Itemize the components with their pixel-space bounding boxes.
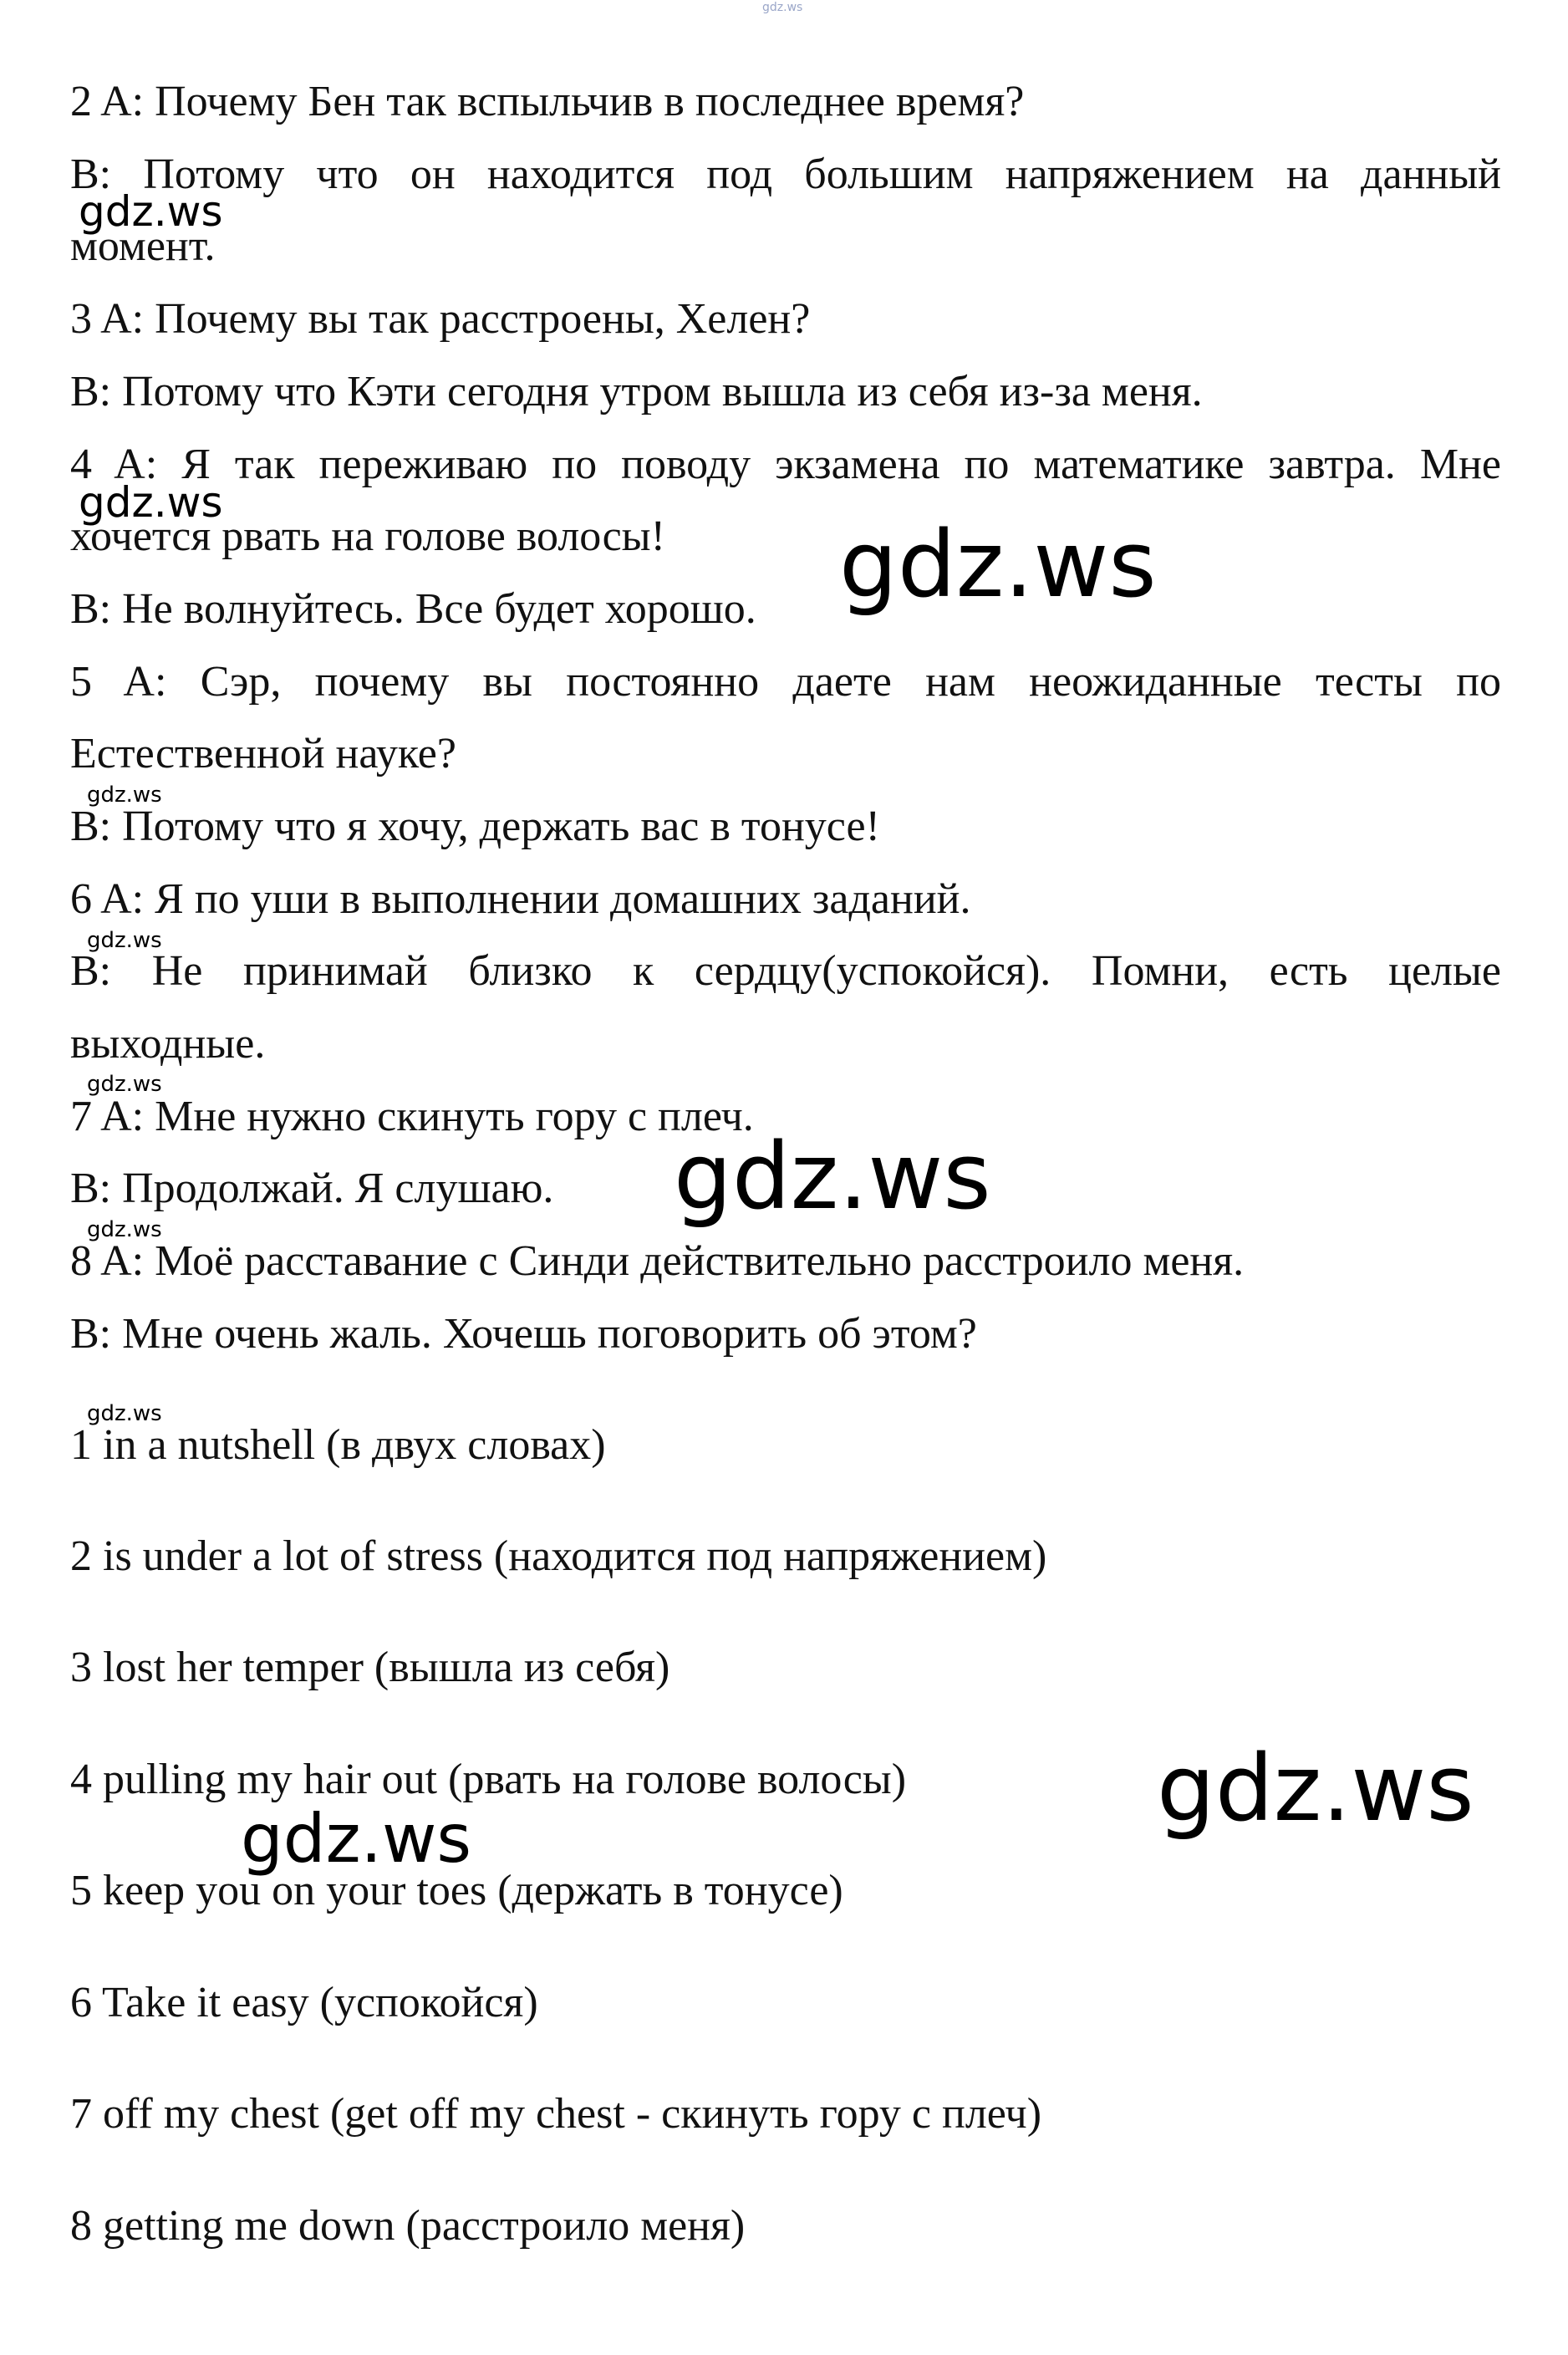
dialogue-line: B: Потому что я хочу, держать вас в тонусе! xyxy=(70,803,880,850)
dialogue-line: 7 A: Мне нужно скинуть гору с плеч. xyxy=(70,1093,754,1140)
dialogue-line: B: Не волнуйтесь. Все будет хорошо. xyxy=(70,585,756,633)
watermark-tiny-4: gdz.ws xyxy=(87,1217,162,1242)
dialogue-line: 6 A: Я по уши в выполнении домашних заданий. xyxy=(70,875,971,923)
dialogue-line: выходные. xyxy=(70,1020,266,1068)
watermark-small-left-2: gdz.ws xyxy=(79,478,223,527)
watermark-small-left-1: gdz.ws xyxy=(79,187,223,236)
dialogue-line: 3 A: Почему вы так расстроены, Хелен? xyxy=(70,295,811,343)
watermark-tiny-3: gdz.ws xyxy=(87,1072,162,1097)
answer-item: 3 lost her temper (вышла из себя) xyxy=(70,1644,670,1691)
answer-item: 1 in a nutshell (в двух словах) xyxy=(70,1421,606,1469)
dialogue-line: B: Потому что Кэти сегодня утром вышла из себя из-за меня. xyxy=(70,368,1203,415)
dialogue-line: 8 A: Моё расставание с Синди действительно расстроило меня. xyxy=(70,1237,1245,1285)
watermark-top: gdz.ws xyxy=(762,1,803,14)
dialogue-line: момент. xyxy=(70,222,216,270)
dialogue-line: 5 A: Сэр, почему вы постоянно даете нам неожиданные тесты по xyxy=(70,658,1501,706)
watermark-tiny-5: gdz.ws xyxy=(87,1401,162,1426)
dialogue-line: B: Потому что он находится под большим напряжением на данный xyxy=(70,150,1501,198)
answer-item: 8 getting me down (расстроило меня) xyxy=(70,2202,746,2250)
watermark-tiny-1: gdz.ws xyxy=(87,782,162,808)
dialogue-line: хочется рвать на голове волосы! xyxy=(70,512,665,560)
dialogue-line: 2 A: Почему Бен так вспыльчив в последнее время? xyxy=(70,78,1025,125)
watermark-large-2: gdz.ws xyxy=(674,1123,991,1230)
answer-item: 2 is under a lot of stress (находится под напряжением) xyxy=(70,1532,1047,1580)
answer-item: 7 off my chest (get off my chest - скинуть гору с плеч) xyxy=(70,2090,1042,2138)
watermark-medium-1: gdz.ws xyxy=(241,1800,472,1878)
dialogue-line: B: Мне очень жаль. Хочешь поговорить об этом? xyxy=(70,1310,977,1358)
watermark-large-3: gdz.ws xyxy=(1157,1735,1474,1842)
watermark-tiny-2: gdz.ws xyxy=(87,928,162,953)
answer-item: 6 Take it easy (успокойся) xyxy=(70,1979,538,2026)
answer-item: 5 keep you on your toes (держать в тонусе) xyxy=(70,1867,843,1914)
dialogue-line: B: Не принимай близко к сердцу(успокойся). Помни, есть целые xyxy=(70,947,1501,995)
dialogue-line: 4 A: Я так переживаю по поводу экзамена по математике завтра. Мне xyxy=(70,441,1501,488)
answer-item: 4 pulling my hair out (рвать на голове волосы) xyxy=(70,1756,907,1803)
dialogue-line: B: Продолжай. Я слушаю. xyxy=(70,1165,554,1212)
watermark-large-1: gdz.ws xyxy=(839,511,1157,618)
dialogue-line: Естественной науке? xyxy=(70,730,456,777)
